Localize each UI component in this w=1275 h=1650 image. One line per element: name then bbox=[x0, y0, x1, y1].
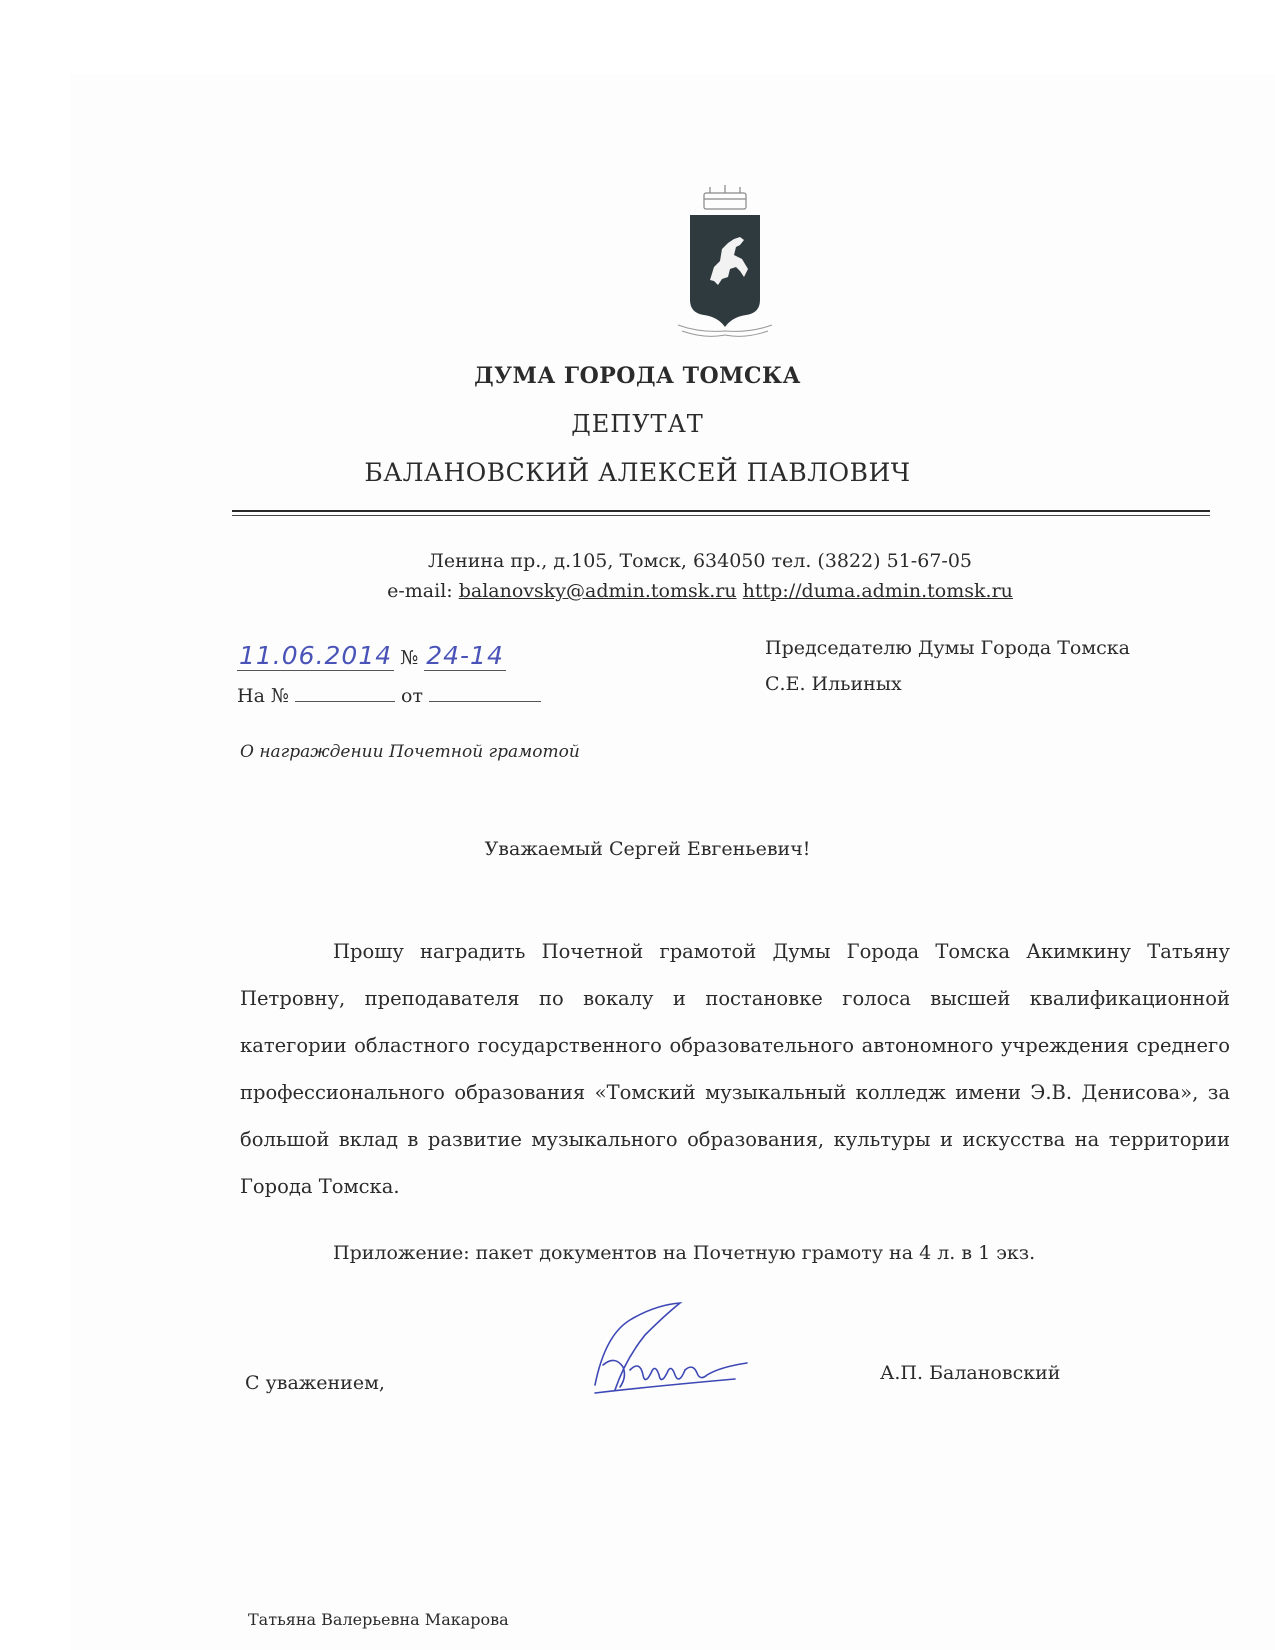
signer-name: А.П. Балановский bbox=[880, 1362, 1061, 1384]
registration-row bbox=[237, 641, 506, 671]
header-rule-thin bbox=[232, 515, 1210, 516]
letter-body: Прошу наградить Почетной грамотой Думы Города Томска Акимкину Татьяну Петровну, преподавателя по вокалу и постановке голоса высшей квалификационной категории областного государственного образовательного автономного учреждения среднего профессионального образования «Томский музыкальный колледж имени Э.В. Денисова», за большой вклад в развитие музыкального образования, культуры и искусства на территории Города Томска. bbox=[240, 940, 1230, 1198]
ref-date-blank bbox=[429, 683, 541, 702]
organization-title: ДУМА ГОРОДА ТОМСКА bbox=[474, 363, 801, 389]
from-label: от bbox=[401, 685, 423, 707]
deputy-name: БАЛАНОВСКИЙ АЛЕКСЕЙ ПАВЛОВИЧ bbox=[364, 458, 911, 487]
email-link[interactable]: balanovsky@admin.tomsk.ru bbox=[458, 580, 737, 602]
ref-number-blank bbox=[295, 683, 395, 702]
email-label: e-mail: bbox=[387, 580, 453, 602]
header-rule bbox=[232, 510, 1210, 512]
tomsk-coat-of-arms-icon bbox=[670, 185, 780, 345]
outgoing-number: 24-14 bbox=[426, 641, 504, 670]
appendix-note: Приложение: пакет документов на Почетную грамоту на 4 л. в 1 экз. bbox=[333, 1242, 1036, 1264]
position-title: ДЕПУТАТ bbox=[571, 410, 704, 438]
website-link[interactable]: http://duma.admin.tomsk.ru bbox=[742, 580, 1013, 602]
address-line: Ленина пр., д.105, Томск, 634050 тел. (3822) 51-67-05 bbox=[427, 550, 973, 572]
greeting: Уважаемый Сергей Евгеньевич! bbox=[484, 838, 811, 860]
closing-regards: С уважением, bbox=[245, 1372, 385, 1394]
number-label: № bbox=[400, 647, 419, 669]
letter-subject: О награждении Почетной грамотой bbox=[240, 742, 580, 762]
addressee-name: С.Е. Ильиных bbox=[765, 673, 902, 695]
outgoing-date: 11.06.2014 bbox=[239, 641, 393, 670]
contacts-line bbox=[200, 580, 1200, 602]
ref-label: На № bbox=[237, 685, 289, 707]
executor-name: Татьяна Валерьевна Макарова bbox=[248, 1610, 509, 1629]
reference-row bbox=[237, 683, 541, 707]
signature-icon bbox=[585, 1295, 755, 1410]
addressee-title: Председателю Думы Города Томска bbox=[765, 637, 1130, 659]
